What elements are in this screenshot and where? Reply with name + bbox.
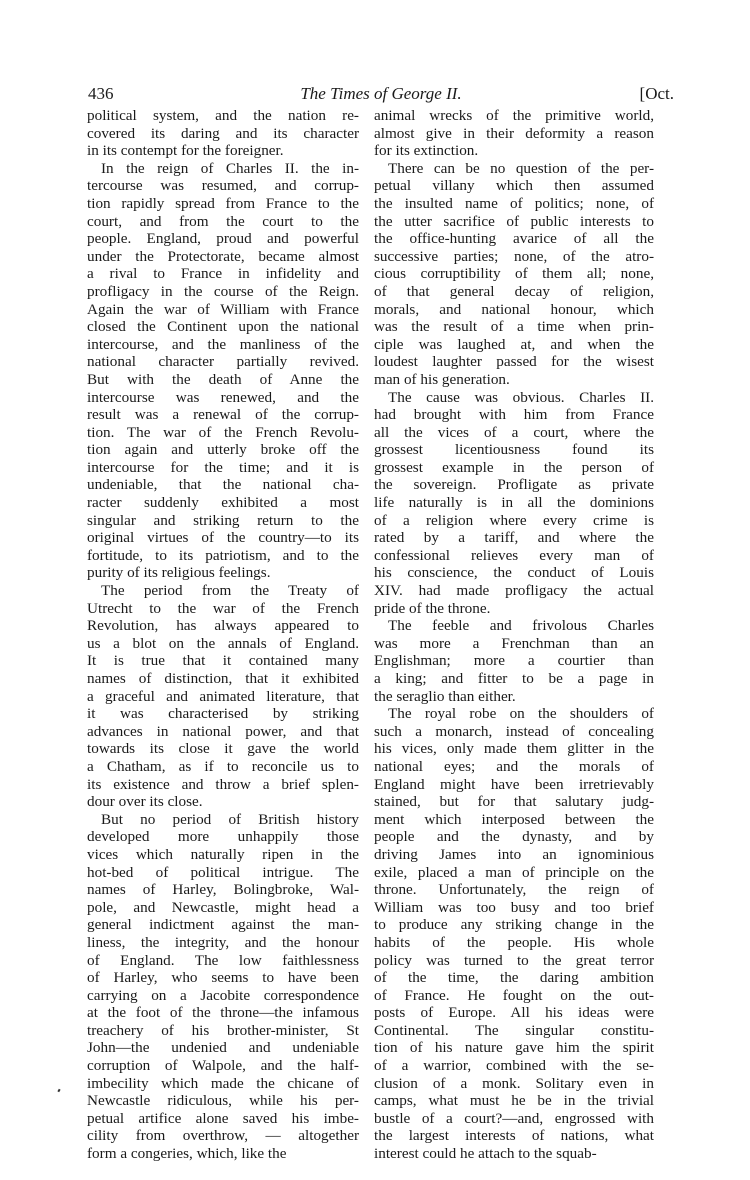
text-line: us a blot on the annals of England.	[87, 634, 359, 652]
text-line: cious corruptibility of them all; none,	[374, 265, 654, 283]
text-line: of that general decay of religion,	[374, 282, 654, 300]
text-line: a graceful and animated literature, that	[87, 687, 359, 705]
text-line: of France. He fought on the out-	[374, 986, 654, 1004]
text-line: petual villany which then assumed	[374, 177, 654, 195]
text-line: political system, and the nation re-	[87, 107, 359, 124]
text-line: interest could he attach to the squab-	[374, 1145, 597, 1163]
text-line: original virtues of the country—to its	[87, 529, 359, 547]
text-line: all the vices of a court, where the	[374, 423, 654, 441]
text-line: of a warrior, combined with the se-	[374, 1057, 654, 1075]
text-line: national character partially revived.	[87, 353, 359, 371]
text-line: cility from overthrow, — altogether	[87, 1127, 359, 1145]
text-line: racter suddenly exhibited a most	[87, 494, 359, 512]
text-line: the utter sacrifice of public interests to	[374, 212, 654, 230]
text-line: grossest licentiousness found its	[374, 441, 654, 459]
text-line: habits of the people. His whole	[374, 933, 654, 951]
text-line: tion rapidly spread from France to the	[87, 194, 359, 212]
text-line: Again the war of William with France	[87, 300, 359, 318]
text-line: vices which naturally ripen in the	[87, 845, 359, 863]
text-line: exile, placed a man of principle on the	[374, 863, 654, 881]
text-line: almost give in their deformity a reason	[374, 124, 654, 142]
text-line: successive parties; none, of the atro-	[374, 247, 654, 265]
text-line: of the time, the daring ambition	[374, 969, 654, 987]
text-line: The royal robe on the shoulders of	[388, 705, 654, 723]
text-line: a Chatham, as if to reconcile us to	[87, 757, 359, 775]
text-line: morals, and national honour, which	[374, 300, 654, 318]
text-line: the seraglio than either.	[374, 687, 516, 705]
text-line: Revolution, has always appeared to	[87, 617, 359, 635]
text-line: intercourse was renewed, and the	[87, 388, 359, 406]
text-line: The feeble and frivolous Charles	[388, 617, 654, 635]
text-line: such a monarch, instead of concealing	[374, 722, 654, 740]
text-line: pole, and Newcastle, might head a	[87, 898, 359, 916]
text-line: But with the death of Anne the	[87, 370, 359, 388]
text-line: ment which interposed between the	[374, 810, 654, 828]
text-line: bustle of a court?—and, engrossed with	[374, 1109, 654, 1127]
text-line: William was too busy and too brief	[374, 898, 654, 916]
stray-ink-mark	[57, 1089, 60, 1093]
text-line: of Harley, who seems to have been	[87, 969, 359, 987]
text-line: covered its daring and its character	[87, 124, 359, 142]
text-line: But no period of British history	[101, 810, 359, 828]
text-line: result was a renewal of the corrup-	[87, 406, 359, 424]
text-line: court, and from the court to the	[87, 212, 359, 230]
text-line: its existence and throw a brief splen-	[87, 775, 359, 793]
text-line: imbecility which made the chicane of	[87, 1074, 359, 1092]
text-line: In the reign of Charles II. the in-	[101, 159, 359, 177]
text-line: corruption of Walpole, and the half-	[87, 1057, 359, 1075]
text-line: dour over its close.	[87, 793, 203, 811]
text-line: liness, the integrity, and the honour	[87, 933, 359, 951]
text-line: developed more unhappily those	[87, 828, 359, 846]
text-line: towards its close it gave the world	[87, 740, 359, 758]
text-line: to produce any striking change in the	[374, 916, 654, 934]
text-line: a rival to France in infidelity and	[87, 265, 359, 283]
text-line: throne. Unfortunately, the reign of	[374, 881, 654, 899]
text-line: ciple was laughed at, and when the	[374, 335, 654, 353]
text-line: profligacy in the course of the Reign.	[87, 282, 359, 300]
text-line: confessional relieves every man of	[374, 546, 654, 564]
text-line: driving James into an ignominious	[374, 845, 654, 863]
text-line: XIV. had made profligacy the actual	[374, 582, 654, 600]
text-line: life naturally is in all the dominions	[374, 494, 654, 512]
text-line: It is true that it contained many	[87, 652, 359, 670]
left-column	[87, 107, 359, 1163]
text-line: pride of the throne.	[374, 599, 491, 617]
text-line: tion of his nature gave him the spirit	[374, 1039, 654, 1057]
text-line: the insulted name of politics; none, of	[374, 194, 654, 212]
text-line: Continental. The singular constitu-	[374, 1021, 654, 1039]
text-line: names of distinction, that it exhibited	[87, 670, 359, 687]
text-line: it was characterised by striking	[87, 705, 359, 723]
text-line: people and the dynasty, and by	[374, 828, 654, 846]
text-line: people. England, proud and powerful	[87, 230, 359, 248]
text-line: Utrecht to the war of the French	[87, 599, 359, 617]
text-line: undeniable, that the national cha-	[87, 476, 359, 494]
text-line: fortitude, to its patriotism, and to the	[87, 546, 359, 564]
text-line: petual artifice alone saved his imbe-	[87, 1109, 359, 1127]
text-line: intercourse for the time; and it is	[87, 458, 359, 476]
text-line: purity of its religious feelings.	[87, 564, 271, 582]
text-line: tion. The war of the French Revolu-	[87, 423, 359, 441]
text-line: England might have been irretrievably	[374, 775, 654, 793]
text-line: loudest laughter passed for the wisest	[374, 353, 654, 371]
text-line: carrying on a Jacobite correspondence	[87, 986, 359, 1004]
text-line: names of Harley, Bolingbroke, Wal-	[87, 881, 359, 899]
text-line: rated by a tariff, and where the	[374, 529, 654, 547]
text-line: tion again and utterly broke off the	[87, 441, 359, 459]
text-line: singular and striking return to the	[87, 511, 359, 529]
text-line: of a religion where every crime is	[374, 511, 654, 529]
text-line: in its contempt for the foreigner.	[87, 142, 284, 160]
text-line: the largest interests of nations, what	[374, 1127, 654, 1145]
text-line: was more a Frenchman than an	[374, 634, 654, 652]
text-line: camps, what must he be in the trivial	[374, 1092, 654, 1110]
text-line: intercourse, and the manliness of the	[87, 335, 359, 353]
text-line: the office-hunting avarice of all the	[374, 230, 654, 248]
page-number: 436	[88, 84, 114, 103]
text-line: The cause was obvious. Charles II.	[388, 388, 654, 406]
text-line: form a congeries, which, like the	[87, 1145, 287, 1163]
text-line: treachery of his brother-minister, St	[87, 1021, 359, 1039]
text-line: man of his generation.	[374, 370, 510, 388]
text-line: general indictment against the man-	[87, 916, 359, 934]
right-column	[374, 107, 654, 1163]
text-line: the sovereign. Profligate as private	[374, 476, 654, 494]
text-line: clusion of a monk. Solitary even in	[374, 1074, 654, 1092]
text-line: posts of Europe. All his ideas were	[374, 1004, 654, 1022]
running-title: The Times of George II.	[300, 84, 462, 103]
text-line: at the foot of the throne—the infamous	[87, 1004, 359, 1022]
text-line: closed the Continent upon the national	[87, 318, 359, 336]
text-line: had brought with him from France	[374, 406, 654, 424]
text-line: tercourse was resumed, and corrup-	[87, 177, 359, 195]
text-line: was the result of a time when prin-	[374, 318, 654, 336]
text-line: Englishman; more a courtier than	[374, 652, 654, 670]
text-line: animal wrecks of the primitive world,	[374, 107, 654, 124]
text-line: under the Protectorate, became almost	[87, 247, 359, 265]
text-line: his conscience, the conduct of Louis	[374, 564, 654, 582]
text-line: stained, but for that salutary judg-	[374, 793, 654, 811]
text-line: hot-bed of political intrigue. The	[87, 863, 359, 881]
running-month: [Oct.	[639, 84, 674, 103]
text-line: national eyes; and the morals of	[374, 757, 654, 775]
text-line: for its extinction.	[374, 142, 479, 160]
text-line: a king; and fitter to be a page in	[374, 670, 654, 687]
text-line: grossest example in the person of	[374, 458, 654, 476]
text-line: his vices, only made them glitter in the	[374, 740, 654, 758]
text-line: of England. The low faithlessness	[87, 951, 359, 969]
running-head	[88, 84, 674, 108]
text-line: The period from the Treaty of	[101, 582, 359, 600]
text-line: John—the undenied and undeniable	[87, 1039, 359, 1057]
text-line: Newcastle ridiculous, while his per-	[87, 1092, 359, 1110]
text-line: policy was turned to the great terror	[374, 951, 654, 969]
text-line: There can be no question of the per-	[388, 159, 654, 177]
text-line: advances in national power, and that	[87, 722, 359, 740]
